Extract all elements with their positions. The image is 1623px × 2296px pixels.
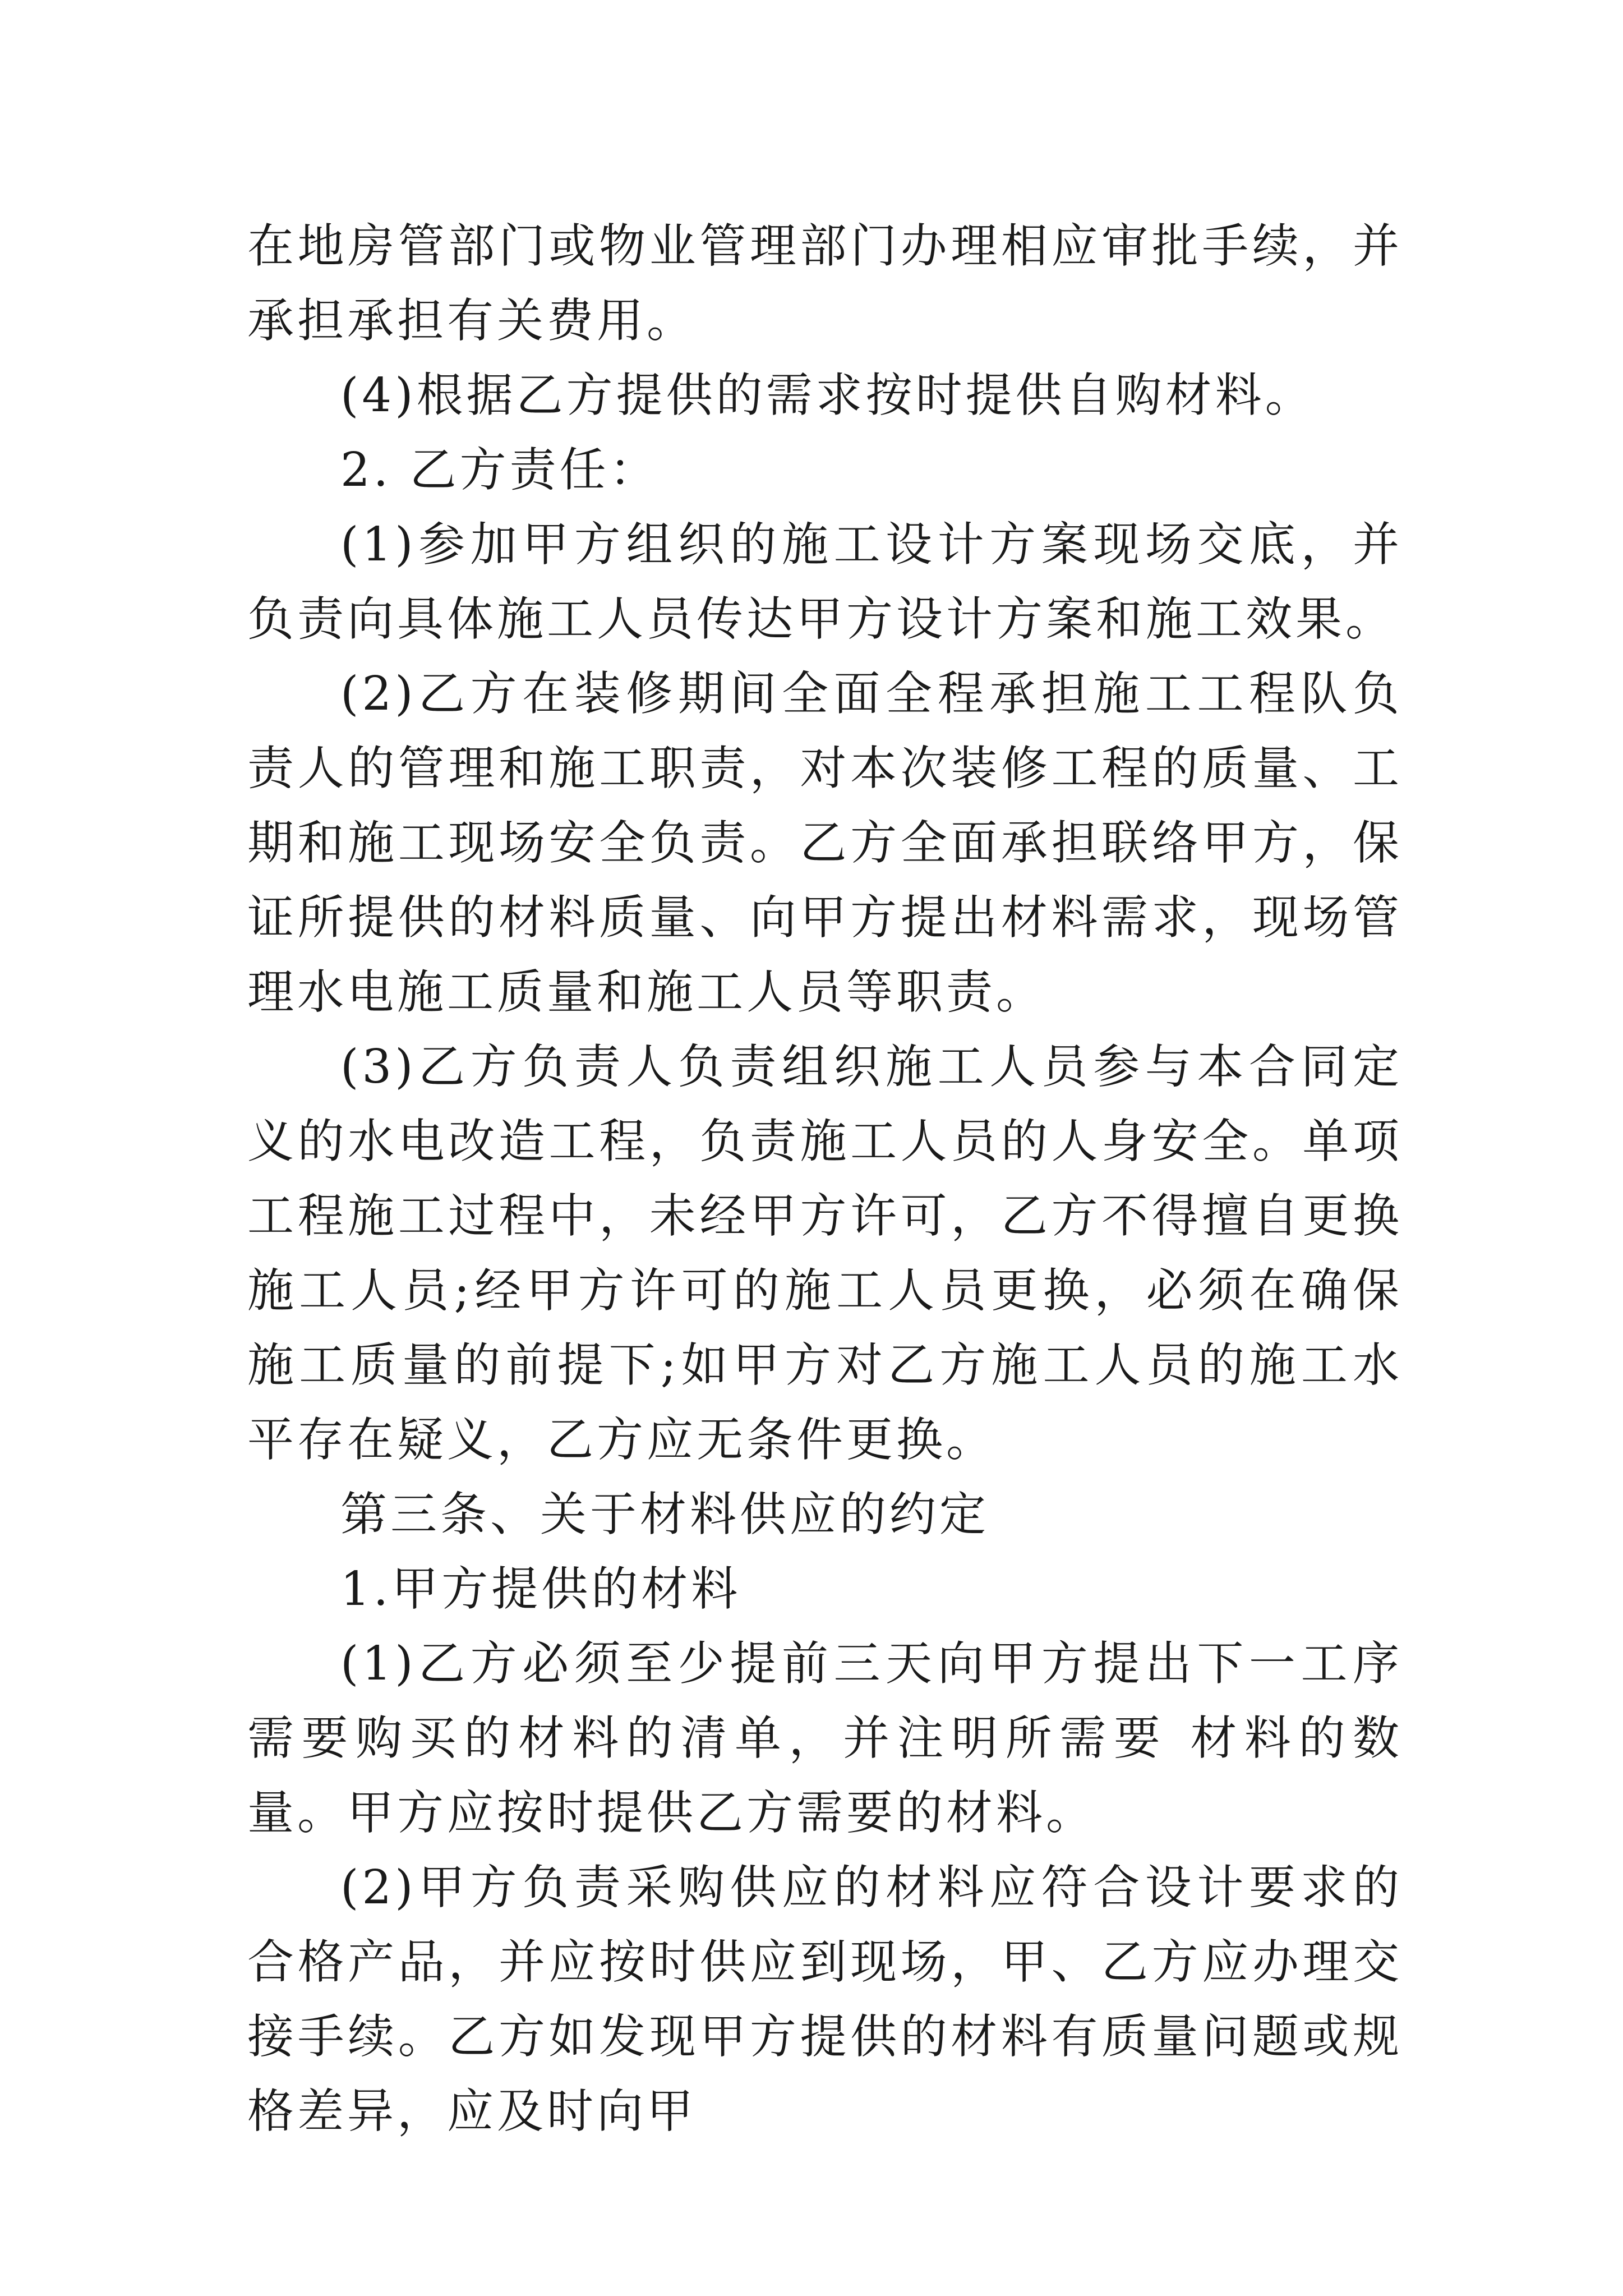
document-body	[247, 209, 1403, 2148]
subheading-materials: 1.甲方提供的材料	[340, 1562, 741, 1616]
paragraph-material-item-2: (2)甲方负责采购供应的材料应符合设计要求的合格产品，并应按时供应到现场，甲、乙方应办理交接手续。乙方如发现甲方提供的材料有质量问题或规格差异，应及时向甲	[247, 1860, 1403, 2138]
article-heading-3: 第三条、关于材料供应的约定	[340, 1487, 989, 1542]
paragraph-b-item-3: (3)乙方负责人负责组织施工人员参与本合同定义的水电改造工程，负责施工人员的人身安全。单项工程施工过程中，未经甲方许可，乙方不得擅自更换施工人员;经甲方许可的施工人员更换，必须在确保施工质量的前提下;如甲方对乙方施工人员的施工水平存在疑义，乙方应无条件更换。	[247, 1039, 1403, 1467]
section-heading-party-b-duties: 2. 乙方责任：	[340, 443, 660, 497]
paragraph-item-4: (4)根据乙方提供的需求按时提供自购材料。	[340, 368, 1315, 422]
paragraph-b-item-1: (1)参加甲方组织的施工设计方案现场交底，并负责向具体施工人员传达甲方设计方案和施工效果。	[247, 517, 1403, 646]
paragraph-material-item-1: (1)乙方必须至少提前三天向甲方提出下一工序需要购买的材料的清单，并注明所需要 材料的数量。甲方应按时提供乙方需要的材料。	[247, 1636, 1403, 1840]
paragraph-b-item-2: (2)乙方在装修期间全面全程承担施工工程队负责人的管理和施工职责，对本次装修工程的质量、工期和施工现场安全负责。乙方全面承担联络甲方，保证所提供的材料质量、向甲方提出材料需求，现场管理水电施工质量和施工人员等职责。	[247, 666, 1403, 1019]
paragraph-continuation: 在地房管部门或物业管理部门办理相应审批手续，并承担承担有关费用。	[247, 219, 1403, 348]
